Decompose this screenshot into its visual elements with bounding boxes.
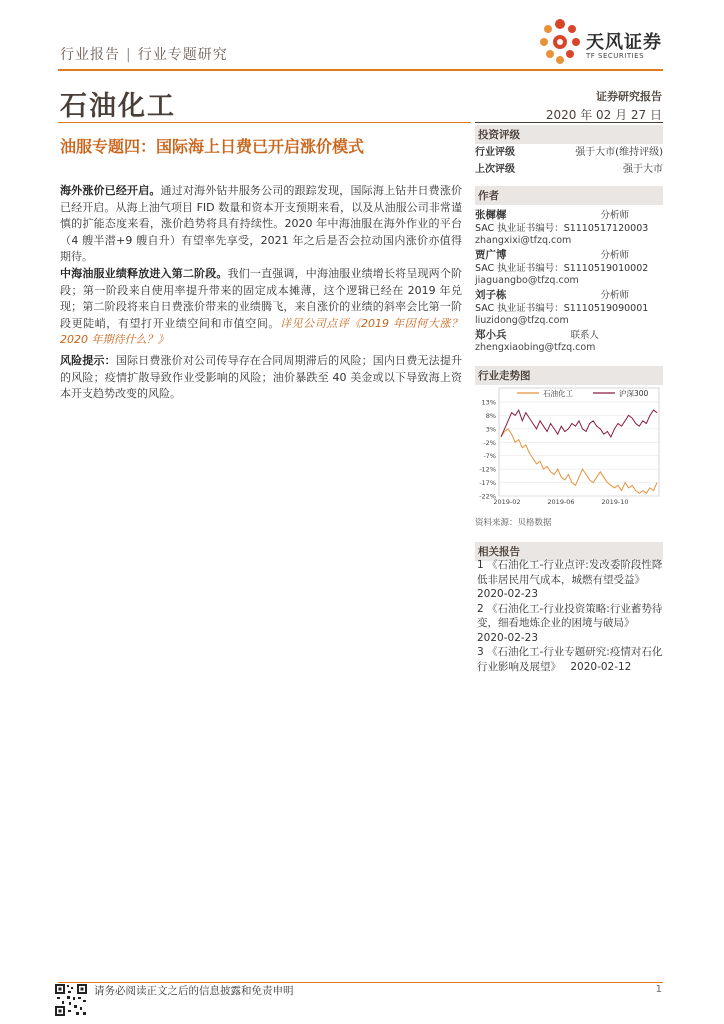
y-tick-label: -2% bbox=[483, 438, 496, 447]
paragraph-lead: 风险提示： bbox=[60, 354, 116, 367]
sector-title: 石油化工 bbox=[60, 91, 176, 122]
related-heading: 相关报告 bbox=[475, 542, 663, 561]
related-report-item[interactable] bbox=[477, 558, 663, 602]
brand-name-en: TF SECURITIES bbox=[586, 52, 645, 60]
paragraph-cosl bbox=[60, 266, 462, 349]
rating-section bbox=[475, 125, 663, 178]
industry-rating-label: 行业评级 bbox=[475, 147, 515, 158]
trend-chart bbox=[475, 384, 663, 510]
related-report-item[interactable] bbox=[477, 602, 663, 646]
logo-flower-icon bbox=[536, 18, 584, 66]
author-role: 分析师 bbox=[600, 250, 629, 261]
y-tick-label: 3% bbox=[485, 425, 496, 434]
author-entry bbox=[475, 329, 663, 354]
series-line bbox=[501, 410, 657, 437]
author-name: 刘子栋 bbox=[475, 289, 507, 301]
chart-frame bbox=[499, 388, 659, 496]
author-entry bbox=[475, 289, 663, 327]
related-report-title[interactable]: 1 《石油化工-行业点评:发改委阶段性降低非居民用气成本，城燃有望受益》 bbox=[477, 559, 663, 586]
chart-source: 资料来源：贝格数据 bbox=[475, 518, 552, 528]
author-email[interactable]: zhangxixi@tfzq.com bbox=[475, 235, 572, 246]
paragraph-overseas bbox=[60, 183, 462, 266]
paragraph-text: 我们一直强调，中海油服业绩增长将呈现两个阶段；第一阶段来自使用率提升带来的固定成本摊薄，这个逻辑已经在 2019 年兑现；第二阶段将来自日费涨价带来的业绩腾飞，来自涨价的业绩的斜率会比第一阶段更陡峭，有望打开业绩空间和市值空间。 bbox=[60, 267, 463, 330]
related-report-title[interactable]: 2 《石油化工-行业投资策略:行业蓄势待变，细看地炼企业的困境与破局》 bbox=[477, 602, 663, 629]
report-date: 2020 年 02 月 27 日 bbox=[545, 108, 662, 122]
report-reference-link[interactable]: 详见公司点评《2019 年因何大涨？2020 年期待什么？》 bbox=[60, 316, 462, 346]
y-tick-label: -22% bbox=[479, 492, 496, 501]
industry-rating-row bbox=[475, 144, 663, 161]
authors-heading: 作者 bbox=[475, 186, 663, 205]
authors-section bbox=[475, 186, 663, 354]
title-divider bbox=[58, 122, 471, 123]
author-email[interactable]: zhengxiaobing@tfzq.com bbox=[475, 342, 596, 353]
author-entry bbox=[475, 249, 663, 287]
x-tick-label: 2019-10 bbox=[601, 498, 629, 506]
author-name: 郑小兵 bbox=[475, 329, 507, 341]
brand-logo bbox=[536, 18, 666, 68]
header-category-label: 行业报告 bbox=[60, 47, 120, 63]
trend-section bbox=[475, 366, 663, 385]
legend-label: 沪深300 bbox=[619, 389, 649, 398]
report-title: 油服专题四：国际海上日费已开启涨价模式 bbox=[60, 137, 365, 156]
header-category bbox=[60, 44, 228, 64]
trend-heading: 行业走势图 bbox=[475, 366, 663, 385]
author-cert: SAC 执业证书编号：S1110517120003 bbox=[475, 223, 649, 234]
prev-rating-label: 上次评级 bbox=[475, 164, 515, 175]
y-tick-label: -17% bbox=[479, 479, 496, 488]
y-tick-label: -12% bbox=[479, 465, 496, 474]
author-role: 分析师 bbox=[600, 210, 629, 221]
legend-label: 石油化工 bbox=[543, 389, 573, 398]
author-cert: SAC 执业证书编号：S1110519010002 bbox=[475, 263, 649, 274]
related-report-date: 2020-02-12 bbox=[570, 660, 632, 673]
paragraph-lead: 中海油服业绩释放进入第二阶段。 bbox=[60, 267, 228, 280]
paragraph-risk bbox=[60, 353, 462, 403]
paragraph-text: 通过对海外钻井服务公司的跟踪发现，国际海上钻井日费涨价已经开启。从海上油气项目 FID 数量和资本开支预期来看，以及从油服公司非常谨慎的扩能态度来看，涨价趋势将具有持续性。2020 年中海油服在海外作业的平台（4 艘半潜+9 艘自升）有望率先享受，2021 年之后是否会拉动国内涨价亦值得期待。 bbox=[60, 184, 463, 263]
author-cert: SAC 执业证书编号：S1110519090001 bbox=[475, 303, 649, 314]
header-divider bbox=[58, 69, 663, 71]
author-email[interactable]: liuzidong@tfzq.com bbox=[475, 315, 569, 326]
paragraph-lead: 海外涨价已经开启。 bbox=[60, 184, 161, 197]
author-entry bbox=[475, 209, 663, 247]
footer-disclaimer: 请务必阅读正文之后的信息披露和免责申明 bbox=[94, 985, 294, 997]
related-list bbox=[477, 558, 663, 674]
report-type: 证券研究报告 bbox=[596, 90, 662, 103]
author-role: 联系人 bbox=[570, 330, 599, 341]
x-tick-label: 2019-02 bbox=[493, 498, 521, 506]
header-subcategory-label: 行业专题研究 bbox=[137, 47, 228, 63]
x-tick-label: 2019-06 bbox=[547, 498, 575, 506]
prev-rating-value: 强于大市 bbox=[623, 164, 663, 175]
header-separator: | bbox=[126, 47, 132, 63]
series-line bbox=[501, 429, 657, 493]
related-report-title[interactable]: 3 《石油化工-行业专题研究:疫情对石化行业影响及展望》 bbox=[477, 646, 663, 673]
industry-rating-value: 强于大市(维持评级) bbox=[575, 147, 663, 158]
prev-rating-row bbox=[475, 161, 663, 178]
related-report-date: 2020-02-23 bbox=[477, 631, 539, 644]
related-report-date: 2020-02-23 bbox=[477, 588, 539, 600]
author-role: 分析师 bbox=[600, 290, 629, 301]
side-divider bbox=[475, 122, 663, 123]
y-tick-label: 8% bbox=[485, 411, 496, 420]
y-tick-label: 13% bbox=[481, 398, 496, 407]
related-report-item[interactable] bbox=[477, 645, 663, 674]
y-tick-label: -7% bbox=[483, 452, 496, 461]
page-number: 1 bbox=[655, 984, 662, 995]
rating-heading: 投资评级 bbox=[475, 125, 663, 144]
qr-code-icon bbox=[54, 983, 88, 1017]
trend-chart-svg bbox=[475, 384, 663, 510]
paragraph-text: 国际日费涨价对公司传导存在合同周期滞后的风险；国内日费无法提升的风险；疫情扩散导致作业受影响的风险；油价暴跌至 40 美金或以下导致海上资本开支趋势改变的风险。 bbox=[60, 354, 462, 400]
brand-name: 天风证券 bbox=[586, 32, 662, 53]
author-name: 张樨樨 bbox=[475, 209, 507, 221]
author-name: 贾广博 bbox=[475, 249, 507, 261]
author-email[interactable]: jiaguangbo@tfzq.com bbox=[475, 275, 579, 286]
